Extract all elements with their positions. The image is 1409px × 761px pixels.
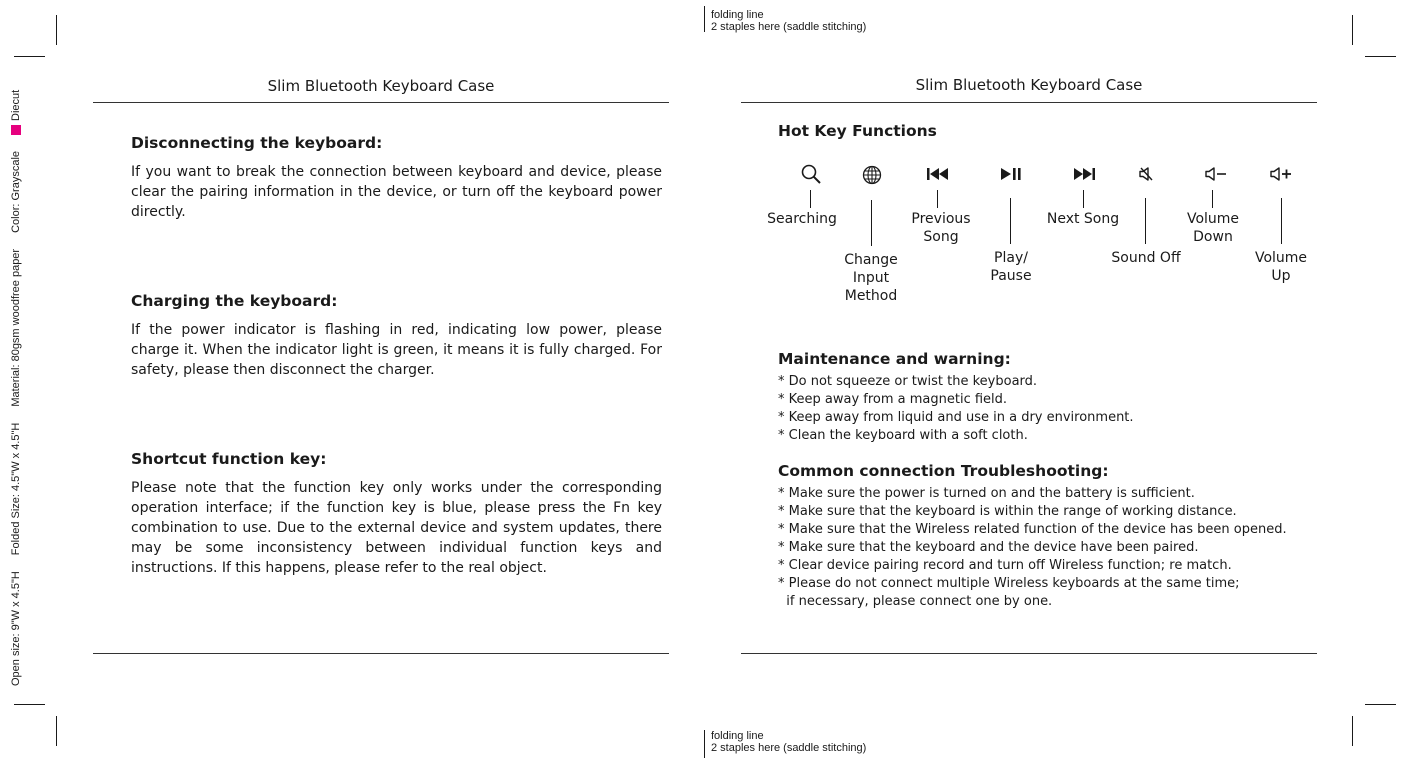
next-track-icon (1071, 163, 1097, 185)
folded-size: Folded Size: 4.5"W x 4.5"H (10, 422, 22, 556)
globe-icon (859, 164, 885, 186)
section-title-disconnecting: Disconnecting the keyboard: (131, 134, 383, 152)
leader-line-next (1083, 190, 1084, 208)
list-item: * Keep away from liquid and use in a dry environment. (778, 410, 1134, 425)
hotkey-label-volume-down: Volume Down (1186, 211, 1240, 245)
fold-mark-top (704, 6, 705, 32)
list-item: * Please do not connect multiple Wireless keyboards at the same time; (778, 576, 1240, 591)
crop-mark-top-right-h (1365, 56, 1396, 57)
list-item: * Make sure that the keyboard is within the range of working distance. (778, 504, 1237, 519)
diecut-label: Diecut (10, 89, 22, 121)
play-pause-icon (998, 163, 1024, 185)
leader-line-volume-down (1212, 190, 1213, 208)
troubleshooting-title: Common connection Troubleshooting: (778, 462, 1109, 480)
hotkey-label-change-input: Change Input Method (844, 252, 898, 304)
hotkeys-title: Hot Key Functions (778, 122, 937, 140)
list-item: * Clear device pairing record and turn off Wireless function; re match. (778, 558, 1232, 573)
right-footer-rule (741, 653, 1317, 654)
leader-line-previous (937, 190, 938, 208)
crop-mark-bottom-right-v (1352, 716, 1353, 746)
crop-mark-top-left-h (14, 56, 45, 57)
leader-line-play-pause (1010, 198, 1011, 244)
right-header-rule (741, 102, 1317, 103)
fold-mark-bottom (704, 730, 705, 758)
mute-icon (1133, 163, 1159, 185)
previous-track-icon (925, 163, 951, 185)
diecut-swatch (11, 125, 21, 135)
leader-line-change-input (871, 200, 872, 246)
section-body-disconnecting: If you want to break the connection between keyboard and device, please clear the pairing information in the device, or turn off the keyboard power directly. (131, 164, 662, 220)
section-body-charging: If the power indicator is flashing in red, indicating low power, please charge it. When the indicator light is green, it means it is fully charged. For safety, please then disconnect the charger. (131, 322, 662, 378)
volume-down-icon (1203, 163, 1229, 185)
fold-note-line2: 2 staples here (saddle stitching) (711, 742, 867, 754)
troubleshooting-list (778, 485, 1287, 611)
crop-mark-top-left-v (56, 15, 57, 45)
list-item: * Make sure that the Wireless related function of the device has been opened. (778, 522, 1287, 537)
right-page-header: Slim Bluetooth Keyboard Case (915, 76, 1143, 94)
list-item: * Keep away from a magnetic field. (778, 392, 1008, 407)
left-header-rule (93, 102, 669, 103)
hotkey-label-previous: Previous Song (911, 211, 971, 245)
list-item: * Clean the keyboard with a soft cloth. (778, 428, 1028, 443)
left-footer-rule (93, 653, 669, 654)
crop-mark-bottom-left-v (56, 716, 57, 746)
search-icon (798, 163, 824, 185)
fold-note-top (711, 9, 866, 33)
section-body-shortcut: Please note that the function key only works under the corresponding operation interface; if the function key is blue, please press the Fn key combination to use. Due to the external device and system updates, there may be some inconsistency between individual function keys and instructions. If this happens, please refer to the real object. (131, 480, 662, 576)
hotkey-label-volume-up: Volume Up (1254, 250, 1308, 284)
hotkey-label-next: Next Song (1046, 211, 1120, 227)
hotkey-label-searching: Searching (767, 211, 837, 227)
crop-mark-top-right-v (1352, 15, 1353, 45)
material: Material: 80gsm woodfree paper (10, 248, 22, 407)
crop-mark-bottom-left-h (14, 704, 45, 705)
left-page-header: Slim Bluetooth Keyboard Case (267, 77, 495, 95)
hotkey-label-sound-off: Sound Off (1111, 250, 1181, 266)
maintenance-list (778, 373, 1134, 445)
list-item: * Make sure the power is turned on and the battery is sufficient. (778, 486, 1195, 501)
crop-mark-bottom-right-h (1365, 704, 1396, 705)
list-item: if necessary, please connect one by one. (778, 594, 1053, 609)
list-item: * Do not squeeze or twist the keyboard. (778, 374, 1038, 389)
fold-note-line1: folding line (711, 730, 764, 742)
open-size: Open size: 9"W x 4.5"H (10, 571, 22, 686)
hotkey-label-play-pause: Play/ Pause (990, 250, 1032, 284)
leader-line-sound-off (1145, 198, 1146, 244)
fold-note-bottom (711, 730, 866, 754)
volume-up-icon (1268, 163, 1294, 185)
section-title-shortcut: Shortcut function key: (131, 450, 327, 468)
fold-note-line2: 2 staples here (saddle stitching) (711, 21, 867, 33)
print-spec-strip (9, 90, 23, 686)
fold-note-line1: folding line (711, 9, 764, 21)
color-spec: Color: Grayscale (10, 150, 22, 233)
leader-line-searching (810, 190, 811, 208)
maintenance-title: Maintenance and warning: (778, 350, 1011, 368)
leader-line-volume-up (1281, 198, 1282, 244)
section-title-charging: Charging the keyboard: (131, 292, 338, 310)
list-item: * Make sure that the keyboard and the device have been paired. (778, 540, 1199, 555)
